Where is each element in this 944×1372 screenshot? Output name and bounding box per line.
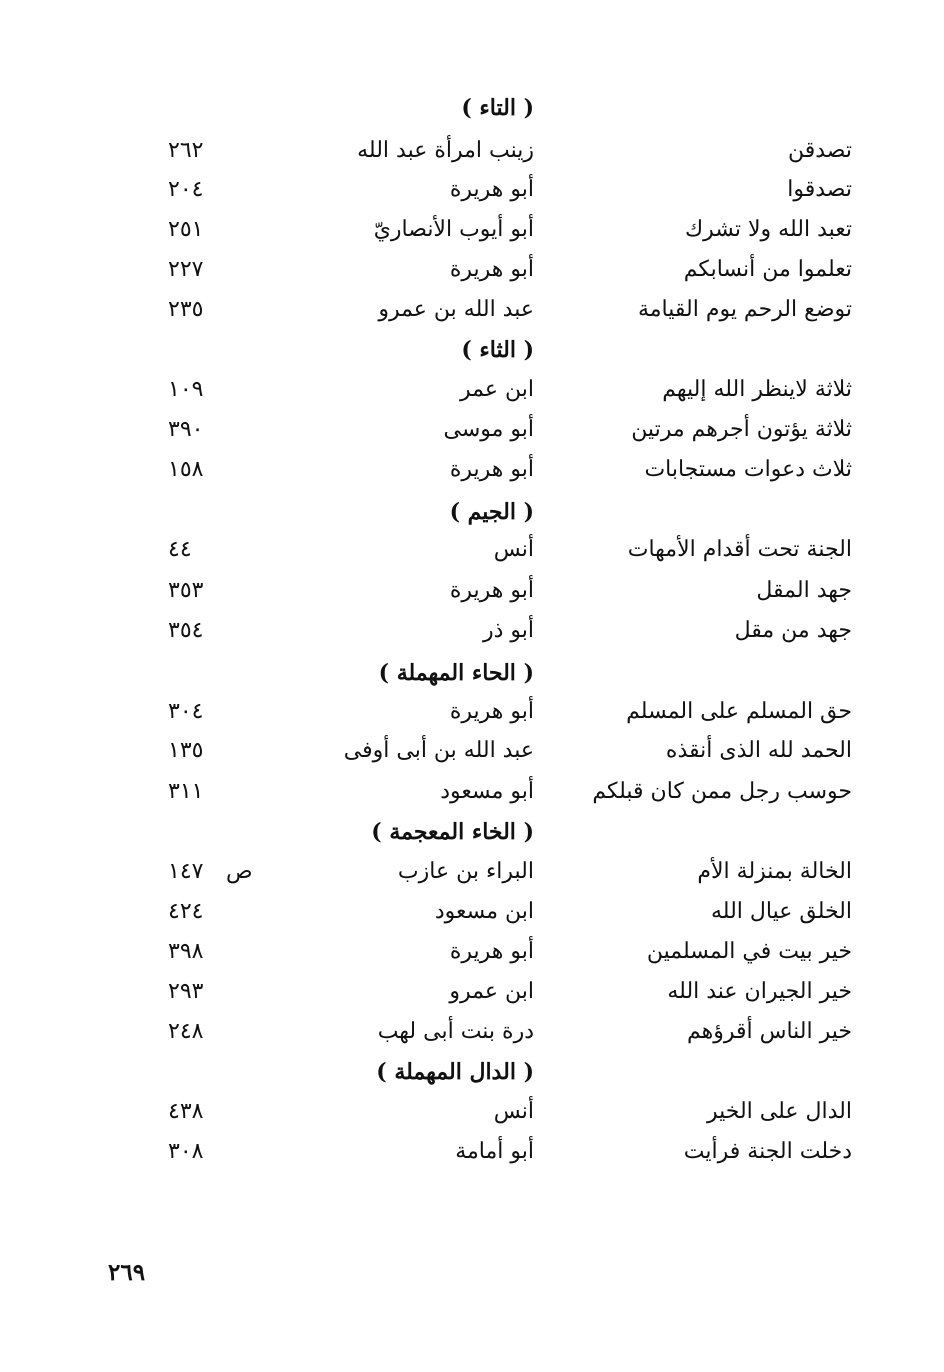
hadith-text: الحمد لله الذى أنقذه <box>665 738 852 763</box>
narrator: أبو هريرة <box>449 257 534 282</box>
index-entry <box>0 290 944 330</box>
index-entry <box>0 571 944 611</box>
index-entry <box>0 530 944 570</box>
page-reference: ٢٢٧ <box>168 257 204 282</box>
section-heading-row <box>0 653 944 693</box>
section-heading-row <box>0 330 944 370</box>
index-entry <box>0 250 944 290</box>
index-entry <box>0 772 944 812</box>
narrator: أبو هريرة <box>449 939 534 964</box>
page-reference: ٤٣٨ <box>168 1099 204 1124</box>
narrator: البراء بن عازب <box>397 859 534 884</box>
narrator: أبو مسعود <box>440 779 534 804</box>
section-heading: ( الحاء المهملة ) <box>378 660 534 686</box>
page-reference: ٢٣٥ <box>168 297 204 322</box>
section-heading: ( الدال المهملة ) <box>376 1059 534 1085</box>
section-heading-row <box>0 492 944 532</box>
narrator: زينب امرأة عبد الله <box>357 138 534 163</box>
narrator: درة بنت أبى لهب <box>377 1019 534 1044</box>
page-reference: ٣٥٤ <box>168 618 204 643</box>
hadith-text: ثلاثة لاينظر الله إليهم <box>662 377 852 402</box>
hadith-text: الدال على الخير <box>707 1099 852 1124</box>
narrator: أبو هريرة <box>449 177 534 202</box>
page-number: ٢٦٩ <box>108 1259 146 1286</box>
index-entry <box>0 450 944 490</box>
section-heading-row <box>0 1052 944 1092</box>
page-reference: ١٤٧ <box>168 859 204 884</box>
section-heading: ( الجيم ) <box>449 499 534 525</box>
index-entry <box>0 1092 944 1132</box>
hadith-text: جهد المقل <box>756 578 852 603</box>
hadith-text: ثلاثة يؤتون أجرهم مرتين <box>631 417 852 442</box>
index-entry <box>0 1132 944 1172</box>
hadith-text: تصدقوا <box>787 177 852 202</box>
index-entry <box>0 1012 944 1052</box>
hadith-text: خير بيت في المسلمين <box>646 939 852 964</box>
index-entry <box>0 972 944 1012</box>
page-reference: ١٣٥ <box>168 738 204 763</box>
index-entry <box>0 170 944 210</box>
page-reference: ٣٠٤ <box>168 699 204 724</box>
index-entry <box>0 932 944 972</box>
index-entry <box>0 410 944 450</box>
hadith-text: تعبد الله ولا تشرك <box>685 217 852 242</box>
section-heading-row <box>0 812 944 852</box>
page-reference: ٣١١ <box>168 779 204 804</box>
page-reference: ٢٩٣ <box>168 979 204 1004</box>
narrator: أبو هريرة <box>449 699 534 724</box>
narrator: ابن عمر <box>460 377 534 402</box>
section-heading: ( الخاء المعجمة ) <box>371 819 534 845</box>
page-reference: ٢٠٤ <box>168 177 204 202</box>
narrator: أبو موسى <box>443 417 534 442</box>
hadith-text: توضع الرحم يوم القيامة <box>637 297 852 322</box>
page-reference: ٣٩٠ <box>168 417 204 442</box>
page-reference: ٢٤٨ <box>168 1019 204 1044</box>
index-entry <box>0 892 944 932</box>
hadith-text: خير الناس أقرؤهم <box>686 1019 852 1044</box>
index-entry <box>0 692 944 732</box>
index-entry <box>0 731 944 771</box>
hadith-text: الجنة تحت أقدام الأمهات <box>627 537 852 562</box>
hadith-text: ثلاث دعوات مستجابات <box>644 457 852 482</box>
narrator: أبو أيوب الأنصاريّ <box>373 217 534 242</box>
index-entry <box>0 210 944 250</box>
section-heading: ( الثاء ) <box>461 337 534 363</box>
index-entry <box>0 131 944 171</box>
page-reference: ١٠٩ <box>168 377 204 402</box>
narrator: أنس <box>493 1099 534 1124</box>
page-reference: ٤٤ <box>168 537 192 562</box>
page-reference: ٤٢٤ <box>168 899 204 924</box>
section-heading-row <box>0 88 944 128</box>
narrator: أبو أمامة <box>455 1139 534 1164</box>
page-marker: ص <box>226 859 253 884</box>
page-reference: ٣٥٣ <box>168 578 204 603</box>
index-entry <box>0 370 944 410</box>
page-reference: ٢٥١ <box>168 217 204 242</box>
narrator: أنس <box>493 537 534 562</box>
page-reference: ١٥٨ <box>168 457 204 482</box>
hadith-text: حق المسلم على المسلم <box>626 699 852 724</box>
index-entry <box>0 852 944 892</box>
page-reference: ٣٠٨ <box>168 1139 204 1164</box>
hadith-text: الخالة بمنزلة الأم <box>697 859 852 884</box>
narrator: ابن مسعود <box>434 899 534 924</box>
index-entry <box>0 611 944 651</box>
hadith-text: دخلت الجنة فرأيت <box>683 1139 852 1164</box>
narrator: ابن عمرو <box>449 979 534 1004</box>
hadith-text: حوسب رجل ممن كان قبلكم <box>592 779 852 804</box>
section-heading: ( التاء ) <box>461 95 534 121</box>
narrator: أبو ذر <box>482 618 534 643</box>
narrator: عبد الله بن أبى أوفى <box>343 738 534 763</box>
narrator: عبد الله بن عمرو <box>378 297 534 322</box>
hadith-text: جهد من مقل <box>734 618 852 643</box>
page-reference: ٢٦٢ <box>168 138 204 163</box>
narrator: أبو هريرة <box>449 457 534 482</box>
narrator: أبو هريرة <box>449 578 534 603</box>
hadith-text: تصدقن <box>787 138 852 163</box>
page-reference: ٣٩٨ <box>168 939 204 964</box>
hadith-text: الخلق عيال الله <box>711 899 852 924</box>
hadith-text: تعلموا من أنسابكم <box>683 257 852 282</box>
hadith-text: خير الجيران عند الله <box>667 979 852 1004</box>
